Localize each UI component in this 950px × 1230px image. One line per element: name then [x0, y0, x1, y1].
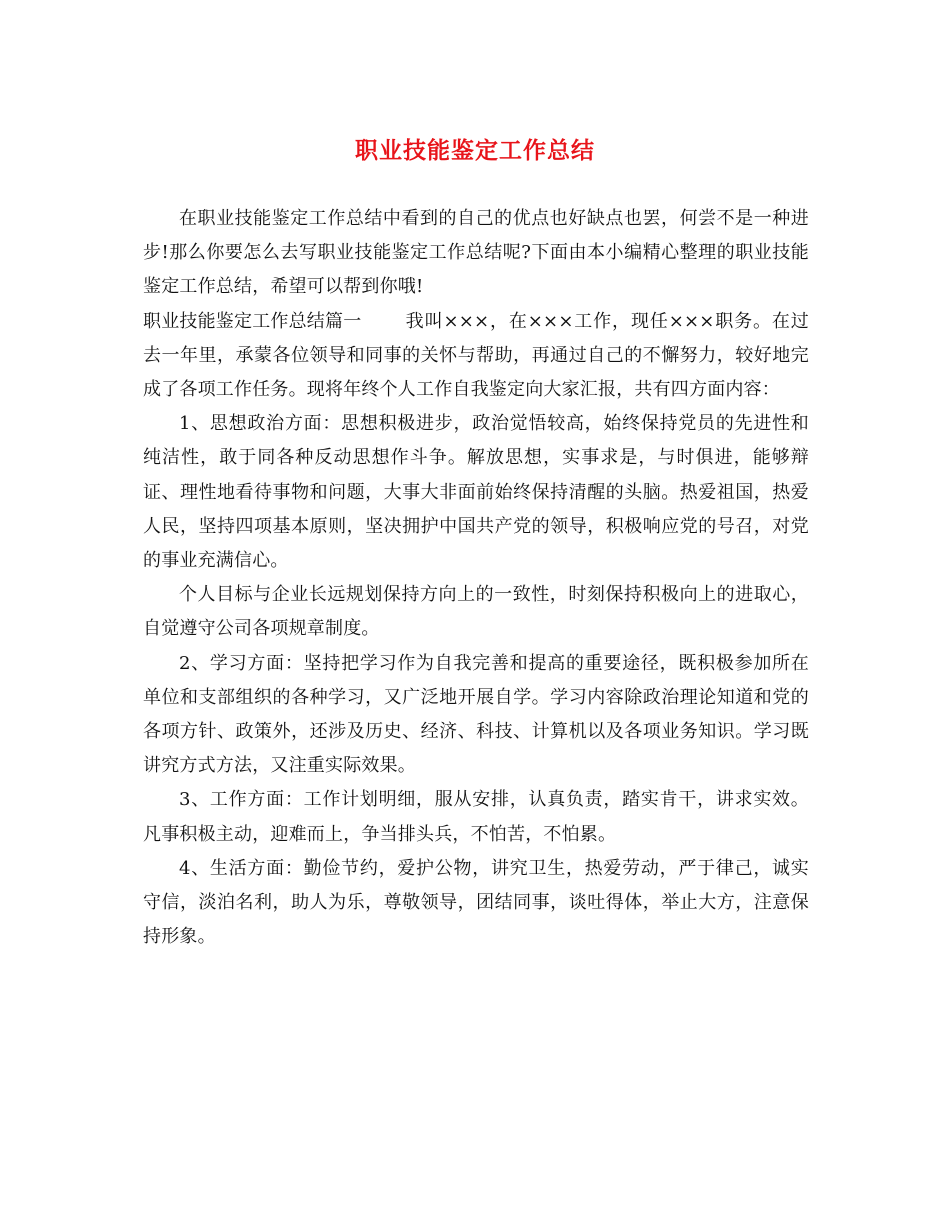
paragraph-ideology: 1、思想政治方面：思想积极进步，政治觉悟较高，始终保持党员的先进性和纯洁性，敢于同各种反动思想作斗争。解放思想，实事求是，与时俱进，能够辩证、理性地看待事物和问题，大事大非面前始终保持清醒的头脑。热爱祖国，热爱人民，坚持四项基本原则，坚决拥护中国共产党的领导，积极响应党的号召，对党的事业充满信心。 — [143, 413, 809, 572]
section-paragraph — [143, 305, 809, 408]
section-intro: 我叫×××，在×××工作，现任×××职务。在过去一年里，承蒙各位领导和同事的关怀与帮助，再通过自己的不懈努力，较好地完成了各项工作任务。现将年终个人工作自我鉴定向大家汇报，共有四方面内容： — [143, 310, 809, 401]
paragraph-goals: 个人目标与企业长远规划保持方向上的一致性，时刻保持积极向上的进取心，自觉遵守公司各项规章制度。 — [143, 584, 809, 640]
paragraph-work: 3、工作方面：工作计划明细，服从安排，认真负责，踏实肯干，讲求实效。凡事积极主动，迎难而上，争当排头兵，不怕苦，不怕累。 — [143, 789, 809, 845]
intro-paragraph: 在职业技能鉴定工作总结中看到的自己的优点也好缺点也罢，何尝不是一种进步!那么你要怎么去写职业技能鉴定工作总结呢?下面由本小编精心整理的职业技能鉴定工作总结，希望可以帮到你哦! — [143, 208, 809, 298]
document-title: 职业技能鉴定工作总结 — [355, 137, 595, 164]
paragraph-study: 2、学习方面：坚持把学习作为自我完善和提高的重要途径，既积极参加所在单位和支部组织的各种学习，又广泛地开展自学。学习内容除政治理论知道和党的各项方针、政策外，还涉及历史、经济、科技、计算机以及各项业务知识。学习既讲究方式方法，又注重实际效果。 — [143, 652, 809, 777]
document-body — [143, 202, 809, 954]
section-heading: 职业技能鉴定工作总结篇一 — [143, 310, 362, 332]
paragraph-life: 4、生活方面：勤俭节约，爱护公物，讲究卫生，热爱劳动，严于律己，诚实守信，淡泊名利，助人为乐，尊敬领导，团结同事，谈吐得体，举止大方，注意保持形象。 — [143, 857, 809, 948]
